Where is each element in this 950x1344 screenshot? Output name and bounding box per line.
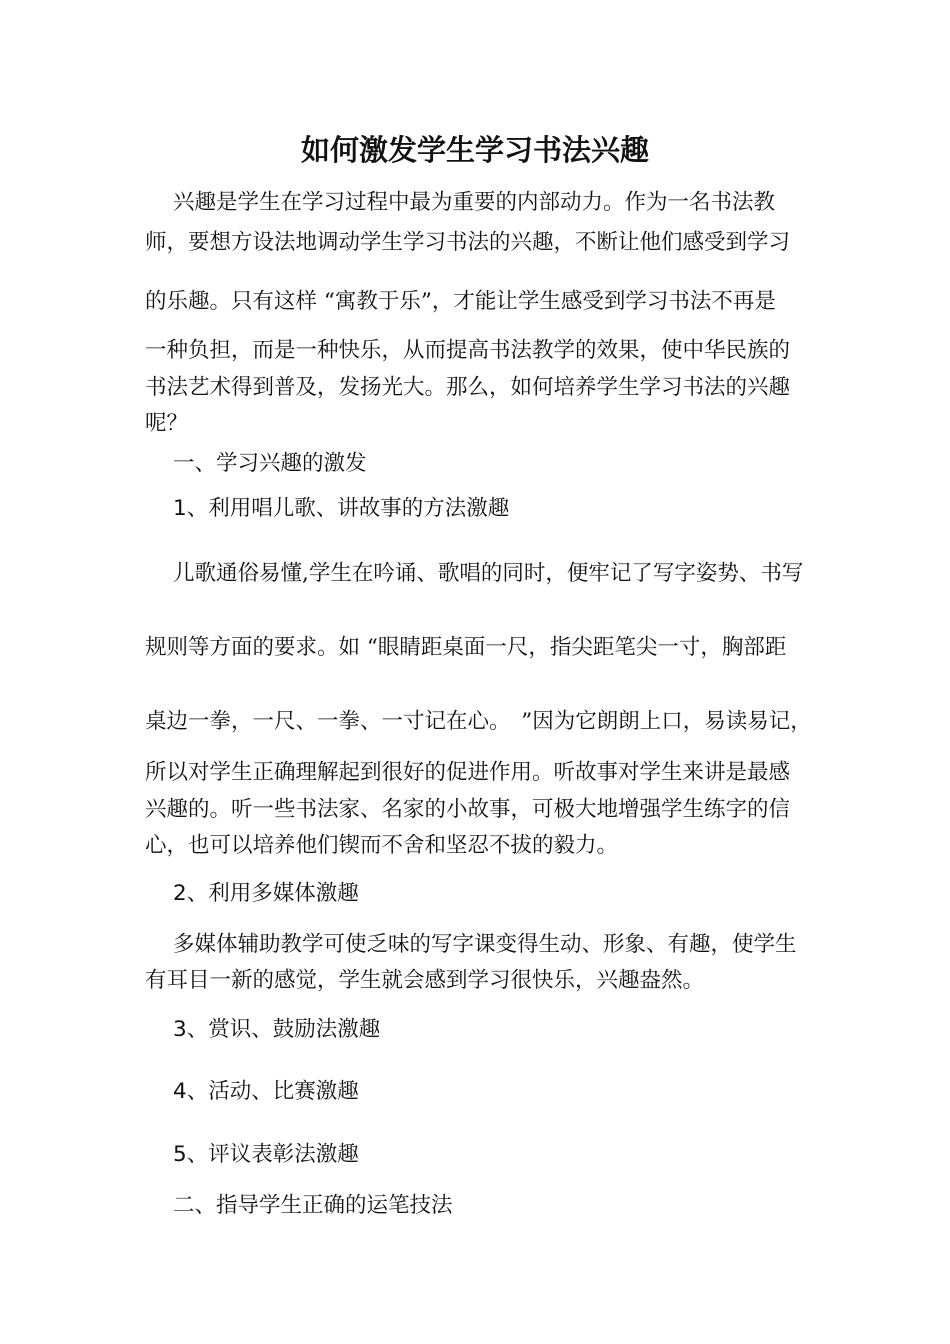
item-1-line-6: 心，也可以培养他们锲而不舍和坚忍不拔的毅力。	[145, 833, 619, 858]
item-2-heading	[173, 879, 359, 909]
item-2-label: 、利用多媒体激趣	[186, 881, 359, 906]
intro-line-1: 兴趣是学生在学习过程中最为重要的内部动力。作为一名书法教	[173, 190, 776, 215]
item-1-label: 、利用唱儿歌、讲故事的方法激趣	[186, 496, 510, 521]
intro-line-2: 师，要想方设法地调动学生学习书法的兴趣，不断让他们感受到学习	[145, 230, 791, 255]
item-5-number: 5	[173, 1142, 187, 1167]
item-2-line-1: 多媒体辅助教学可使乏味的写字课变得生动、形象、有趣，使学生	[173, 932, 797, 957]
item-3-number: 3	[173, 1017, 187, 1042]
item-5-label: 、评议表彰法激趣	[186, 1142, 359, 1167]
document-title: 如何激发学生学习书法兴趣	[300, 133, 649, 167]
item-3-heading	[173, 1015, 380, 1045]
intro-line-5: 书法艺术得到普及，发扬光大。那么，如何培养学生学习书法的兴趣	[145, 375, 791, 400]
intro-line-6: 呢？	[145, 411, 189, 436]
item-5-heading	[173, 1140, 359, 1170]
item-3-label: 、赏识、鼓励法激趣	[186, 1017, 381, 1042]
item-4-label: 、活动、比赛激趣	[186, 1079, 359, 1104]
section-1-heading: 一、学习兴趣的激发	[173, 451, 367, 476]
intro-line-3: 的乐趣。只有这样 “寓教于乐”，才能让学生感受到学习书法不再是	[145, 289, 776, 314]
item-4-heading	[173, 1077, 359, 1107]
item-2-line-2: 有耳目一新的感觉，学生就会感到学习很快乐，兴趣盎然。	[145, 968, 705, 993]
item-4-number: 4	[173, 1079, 187, 1104]
item-1-line-2: 规则等方面的要求。如 “眼睛距桌面一尺，指尖距笔尖一寸，胸部距	[145, 635, 787, 660]
item-1-line-3: 桌边一拳，一尺、一拳、一寸记在心。 ”因为它朗朗上口，易读易记，	[145, 709, 812, 734]
section-2-heading: 二、指导学生正确的运笔技法	[173, 1193, 453, 1218]
item-1-line-1: 儿歌通俗易懂,学生在吟诵、歌唱的同时，便牢记了写字姿势、书写	[173, 561, 804, 586]
item-2-number: 2	[173, 881, 187, 906]
item-1-number: 1	[173, 496, 187, 521]
item-1-line-4: 所以对学生正确理解起到很好的促进作用。听故事对学生来讲是最感	[145, 760, 791, 785]
item-1-heading	[173, 494, 509, 524]
intro-line-4: 一种负担，而是一种快乐，从而提高书法教学的效果，使中华民族的	[145, 338, 791, 363]
item-1-line-5: 兴趣的。听一些书法家、名家的小故事，可极大地增强学生练字的信	[145, 797, 791, 822]
